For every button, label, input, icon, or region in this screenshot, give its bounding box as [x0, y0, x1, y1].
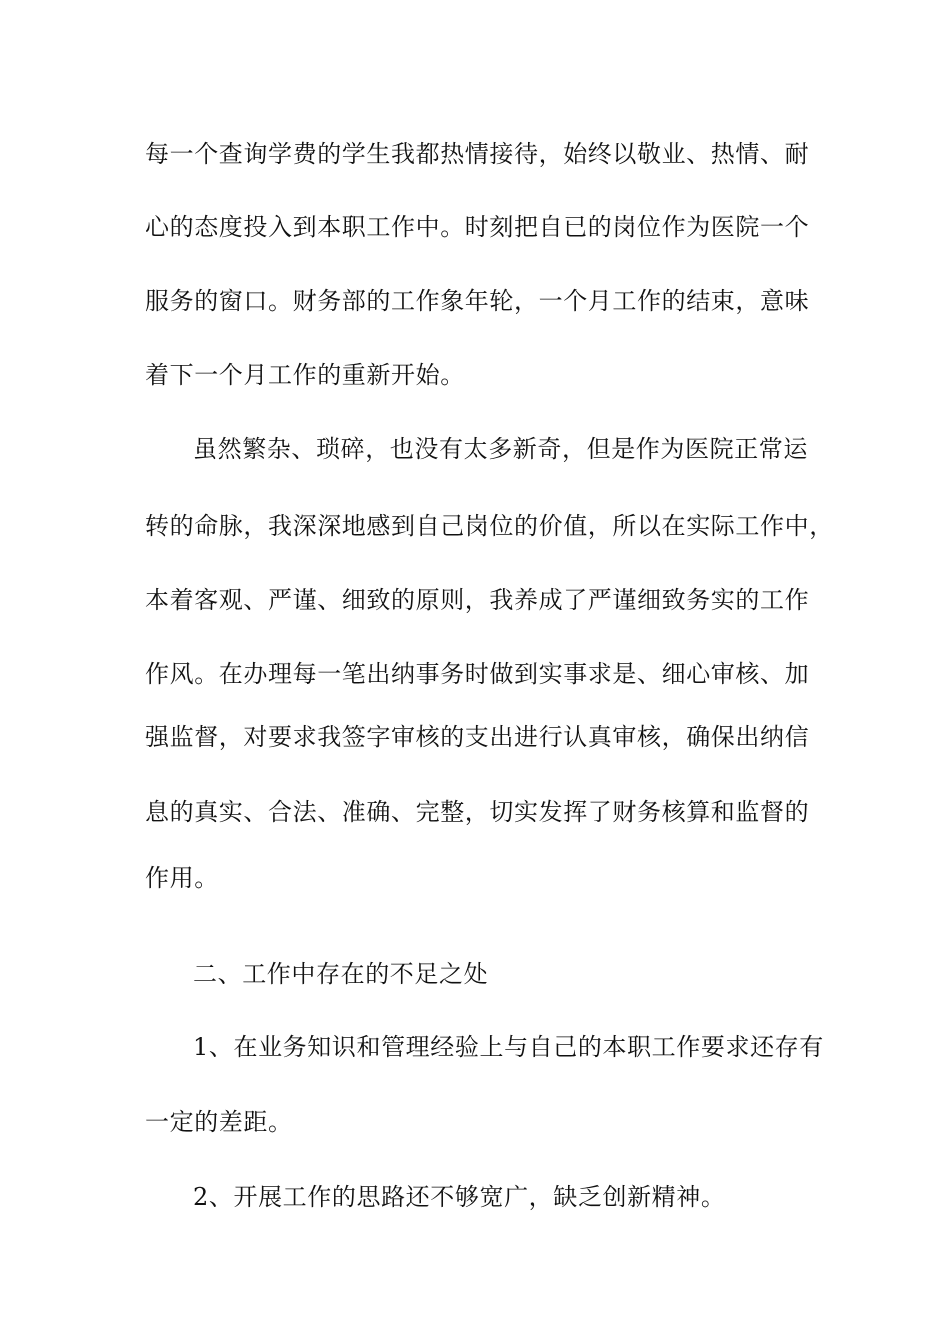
text-line: 服务的窗口。财务部的工作象年轮，一个月工作的结束，意味	[145, 287, 810, 315]
text-line: 转的命脉，我深深地感到自己岗位的价值，所以在实际工作中，	[145, 512, 834, 540]
text-line: 本着客观、严谨、细致的原则，我养成了严谨细致务实的工作	[145, 586, 810, 614]
text-line: 作风。在办理每一笔出纳事务时做到实事求是、细心审核、加	[145, 660, 810, 688]
text-line: 作用。	[145, 864, 219, 892]
text-line: 每一个查询学费的学生我都热情接待，始终以敬业、热情、耐	[145, 140, 810, 168]
section-heading: 二、工作中存在的不足之处	[193, 960, 489, 988]
list-item: 1、在业务知识和管理经验上与自己的本职工作要求还存有	[193, 1033, 824, 1061]
text-line: 着下一个月工作的重新开始。	[145, 361, 465, 389]
text-line: 心的态度投入到本职工作中。时刻把自已的岗位作为医院一个	[145, 213, 810, 241]
paragraph-first-line: 虽然繁杂、琐碎，也没有太多新奇，但是作为医院正常运	[193, 435, 808, 463]
text-line: 强监督，对要求我签字审核的支出进行认真审核，确保出纳信	[145, 723, 810, 751]
list-item: 2、开展工作的思路还不够宽广，缺乏创新精神。	[193, 1183, 726, 1211]
text-line: 息的真实、合法、准确、完整，切实发挥了财务核算和监督的	[145, 798, 810, 826]
text-line: 一定的差距。	[145, 1108, 293, 1136]
